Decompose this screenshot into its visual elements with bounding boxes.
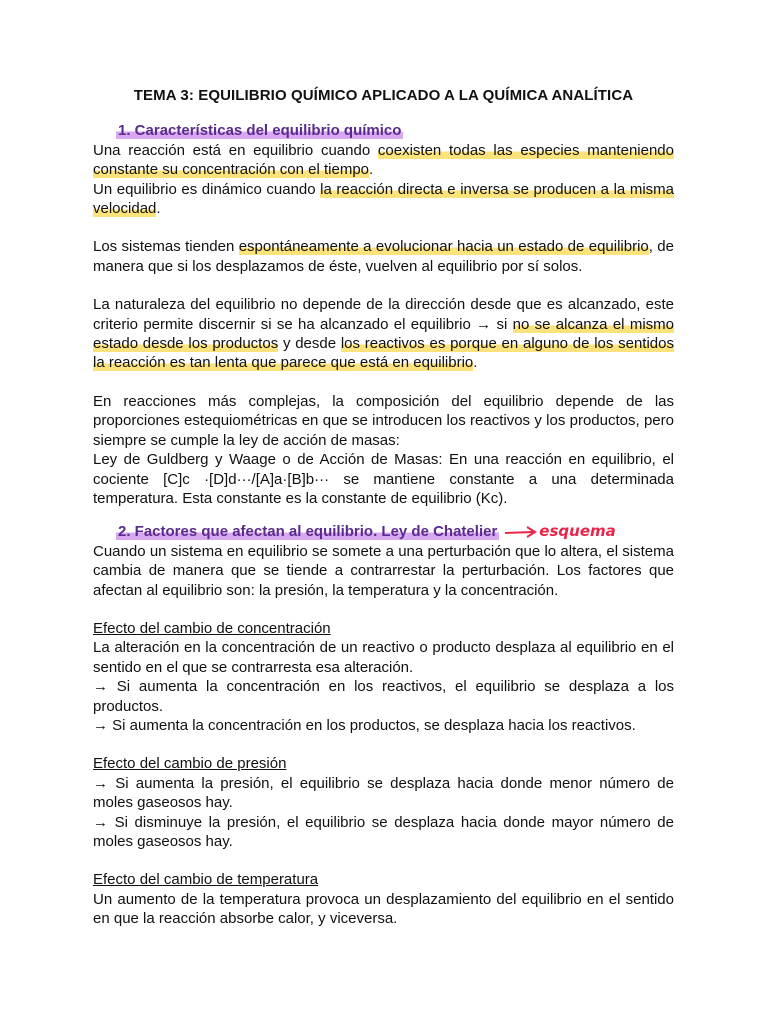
text: La naturaleza del equilibrio no depende de la dirección desde que es alcanzado, este criterio permite discernir si se ha alcanzado el equilibrio → si xyxy=(93,296,674,333)
text: . xyxy=(473,354,478,372)
handwritten-annotation: esquema xyxy=(539,522,616,541)
s1-paragraph-3 xyxy=(93,237,674,276)
pres-paragraph-2: → Si disminuye la presión, el equilibrio se desplaza hacia donde mayor número de moles gaseosos hay. xyxy=(93,813,674,850)
conc-paragraph-1: La alteración en la concentración de un reactivo o producto desplaza al equilibrio en el sentido en el que se contrarresta esa alteración. xyxy=(93,639,674,676)
section-2-heading-row xyxy=(93,522,674,541)
section-1-heading-text: 1. Características del equilibrio químico xyxy=(118,122,402,140)
s1-paragraph-6: Ley de Guldberg y Waage o de Acción de Masas: En una reacción en equilibrio, el cociente [C]c ·[D]d···/[A]a·[B]b··· se mantiene constante a una determinada temperatura. Esta constante es la constante de equilibrio (Kc). xyxy=(93,451,674,507)
text: Un equilibrio es dinámico cuando xyxy=(93,180,321,198)
arrow-icon xyxy=(503,525,539,539)
text: y desde xyxy=(278,335,341,353)
highlight: espontáneamente a evolucionar hacia un estado de equilibrio xyxy=(238,238,649,256)
highlight: la reacción directa e inversa se producen a la misma velocidad xyxy=(93,180,674,218)
text: . xyxy=(156,200,161,218)
page-title: TEMA 3: EQUILIBRIO QUÍMICO APLICADO A LA QUÍMICA ANALÍTICA xyxy=(133,87,634,104)
temperature-subheading: Efecto del cambio de temperatura xyxy=(93,871,319,889)
conc-paragraph-3: → Si aumenta la concentración en los productos, se desplaza hacia los reactivos. xyxy=(93,716,636,734)
section-2-heading xyxy=(93,522,499,541)
temp-paragraph-1: Un aumento de la temperatura provoca un desplazamiento del equilibrio en el sentido en que la reacción absorbe calor, y viceversa. xyxy=(93,890,674,928)
text: Los sistemas tienden xyxy=(93,238,239,256)
s1-paragraph-5: En reacciones más complejas, la composición del equilibrio depende de las proporciones estequiométricas en que se introducen los reactivos y los productos, pero siempre se cumple la ley de acción de masas: xyxy=(93,392,674,449)
pres-paragraph-1: → Si aumenta la presión, el equilibrio se desplaza hacia donde menor número de moles gaseosos hay. xyxy=(93,774,674,812)
highlight: no se alcanza el mismo estado desde los productos xyxy=(93,315,674,353)
pressure-subheading: Efecto del cambio de presión xyxy=(93,755,287,773)
spacer xyxy=(93,276,674,295)
section-2-heading-text: 2. Factores que afectan al equilibrio. Ley de Chatelier xyxy=(118,523,498,541)
highlight: los reactivos es porque en alguno de los sentidos la reacción es tan lenta que parece que está en equilibrio xyxy=(93,335,674,372)
text: . xyxy=(369,161,374,179)
text: , de manera que si los desplazamos de éste, vuelven al equilibrio por sí solos. xyxy=(93,238,674,275)
spacer xyxy=(93,218,674,237)
document-page xyxy=(93,86,674,929)
spacer xyxy=(93,851,674,870)
concentration-subheading: Efecto del cambio de concentración xyxy=(93,619,331,637)
s2-paragraph-1: Cuando un sistema en equilibrio se somete a una perturbación que lo altera, el sistema cambia de manera que se tiende a contrarrestar la perturbación. Los factores que afectan al equilibrio son: la presión, la temperatura y la concentración. xyxy=(93,542,674,599)
spacer xyxy=(93,600,674,619)
text: Una reacción está en equilibrio cuando xyxy=(93,141,378,159)
s1-paragraph-1 xyxy=(93,141,674,180)
s1-paragraph-4 xyxy=(93,295,674,373)
spacer xyxy=(93,508,674,522)
conc-paragraph-2: → Si aumenta la concentración en los reactivos, el equilibrio se desplaza a los productos. xyxy=(93,678,674,715)
s1-paragraph-2 xyxy=(93,180,674,219)
spacer xyxy=(93,735,674,754)
section-1-heading xyxy=(93,121,674,140)
spacer xyxy=(93,373,674,392)
highlight: coexisten todas las especies manteniendo constante su concentración con el tiempo xyxy=(93,141,674,179)
